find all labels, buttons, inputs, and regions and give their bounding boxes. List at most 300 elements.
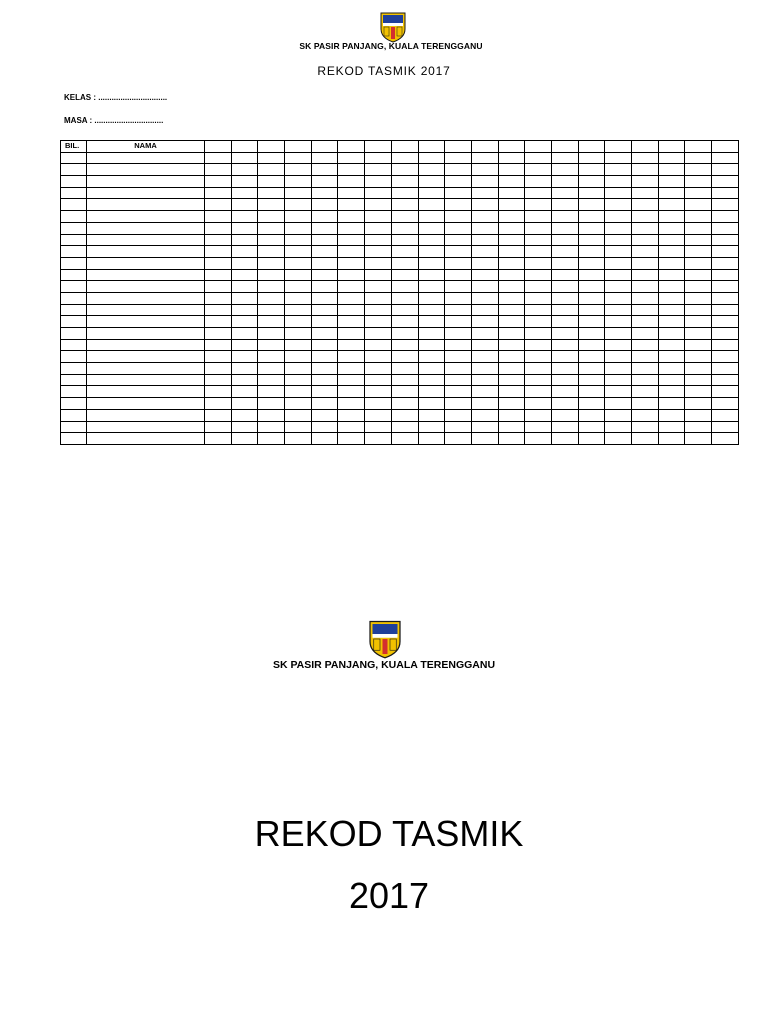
- table-cell[interactable]: [365, 374, 392, 386]
- table-cell[interactable]: [418, 386, 445, 398]
- table-cell[interactable]: [365, 304, 392, 316]
- table-cell[interactable]: [658, 211, 685, 223]
- table-cell[interactable]: [365, 328, 392, 340]
- table-cell[interactable]: [605, 433, 632, 445]
- table-cell[interactable]: [61, 187, 87, 199]
- table-cell[interactable]: [231, 351, 258, 363]
- table-cell[interactable]: [258, 328, 285, 340]
- table-cell[interactable]: [205, 292, 232, 304]
- table-cell[interactable]: [205, 187, 232, 199]
- table-cell[interactable]: [338, 269, 365, 281]
- table-cell[interactable]: [578, 152, 605, 164]
- table-cell[interactable]: [231, 409, 258, 421]
- table-cell[interactable]: [87, 281, 205, 293]
- table-cell[interactable]: [445, 211, 472, 223]
- table-cell[interactable]: [365, 234, 392, 246]
- table-cell[interactable]: [498, 246, 525, 258]
- table-cell[interactable]: [632, 164, 659, 176]
- table-cell[interactable]: [338, 421, 365, 433]
- table-cell[interactable]: [578, 257, 605, 269]
- table-cell[interactable]: [471, 187, 498, 199]
- table-cell[interactable]: [231, 363, 258, 375]
- table-cell[interactable]: [311, 234, 338, 246]
- table-cell[interactable]: [258, 281, 285, 293]
- table-cell[interactable]: [87, 386, 205, 398]
- table-cell[interactable]: [471, 199, 498, 211]
- table-cell[interactable]: [311, 304, 338, 316]
- table-cell[interactable]: [632, 339, 659, 351]
- table-cell[interactable]: [632, 421, 659, 433]
- table-cell[interactable]: [685, 409, 712, 421]
- table-cell[interactable]: [285, 339, 312, 351]
- table-cell[interactable]: [525, 374, 552, 386]
- table-cell[interactable]: [61, 211, 87, 223]
- table-cell[interactable]: [632, 257, 659, 269]
- table-cell[interactable]: [311, 152, 338, 164]
- table-cell[interactable]: [205, 211, 232, 223]
- table-cell[interactable]: [258, 409, 285, 421]
- table-cell[interactable]: [87, 187, 205, 199]
- table-cell[interactable]: [445, 339, 472, 351]
- table-cell[interactable]: [285, 176, 312, 188]
- table-cell[interactable]: [578, 316, 605, 328]
- table-cell[interactable]: [471, 246, 498, 258]
- table-cell[interactable]: [685, 211, 712, 223]
- table-cell[interactable]: [61, 176, 87, 188]
- table-cell[interactable]: [658, 351, 685, 363]
- table-cell[interactable]: [338, 304, 365, 316]
- table-cell[interactable]: [418, 363, 445, 375]
- table-cell[interactable]: [578, 374, 605, 386]
- table-cell[interactable]: [632, 246, 659, 258]
- table-cell[interactable]: [365, 187, 392, 199]
- table-cell[interactable]: [445, 269, 472, 281]
- table-cell[interactable]: [712, 433, 739, 445]
- table-cell[interactable]: [605, 339, 632, 351]
- table-cell[interactable]: [391, 234, 418, 246]
- table-cell[interactable]: [365, 421, 392, 433]
- table-cell[interactable]: [61, 222, 87, 234]
- table-cell[interactable]: [365, 211, 392, 223]
- table-cell[interactable]: [498, 269, 525, 281]
- table-cell[interactable]: [61, 292, 87, 304]
- table-cell[interactable]: [285, 269, 312, 281]
- table-cell[interactable]: [258, 398, 285, 410]
- table-cell[interactable]: [258, 374, 285, 386]
- table-cell[interactable]: [632, 187, 659, 199]
- table-cell[interactable]: [311, 409, 338, 421]
- table-cell[interactable]: [205, 304, 232, 316]
- table-cell[interactable]: [685, 398, 712, 410]
- table-cell[interactable]: [471, 176, 498, 188]
- table-cell[interactable]: [471, 222, 498, 234]
- table-cell[interactable]: [338, 363, 365, 375]
- table-cell[interactable]: [391, 363, 418, 375]
- table-cell[interactable]: [311, 269, 338, 281]
- table-cell[interactable]: [365, 292, 392, 304]
- table-cell[interactable]: [525, 269, 552, 281]
- table-cell[interactable]: [311, 351, 338, 363]
- table-cell[interactable]: [578, 398, 605, 410]
- table-cell[interactable]: [658, 281, 685, 293]
- table-cell[interactable]: [87, 433, 205, 445]
- table-cell[interactable]: [605, 386, 632, 398]
- table-cell[interactable]: [61, 339, 87, 351]
- table-cell[interactable]: [418, 374, 445, 386]
- table-cell[interactable]: [205, 164, 232, 176]
- table-cell[interactable]: [658, 409, 685, 421]
- table-cell[interactable]: [445, 398, 472, 410]
- table-cell[interactable]: [525, 222, 552, 234]
- table-cell[interactable]: [231, 222, 258, 234]
- table-cell[interactable]: [551, 246, 578, 258]
- table-cell[interactable]: [205, 246, 232, 258]
- table-cell[interactable]: [578, 363, 605, 375]
- table-cell[interactable]: [338, 409, 365, 421]
- table-cell[interactable]: [418, 409, 445, 421]
- table-cell[interactable]: [61, 246, 87, 258]
- table-cell[interactable]: [285, 316, 312, 328]
- table-cell[interactable]: [391, 269, 418, 281]
- table-cell[interactable]: [471, 398, 498, 410]
- table-cell[interactable]: [471, 374, 498, 386]
- table-cell[interactable]: [338, 398, 365, 410]
- table-cell[interactable]: [525, 304, 552, 316]
- table-cell[interactable]: [445, 187, 472, 199]
- table-cell[interactable]: [258, 257, 285, 269]
- table-cell[interactable]: [205, 328, 232, 340]
- table-cell[interactable]: [258, 199, 285, 211]
- table-cell[interactable]: [632, 222, 659, 234]
- table-cell[interactable]: [338, 187, 365, 199]
- table-cell[interactable]: [685, 222, 712, 234]
- table-cell[interactable]: [285, 222, 312, 234]
- table-cell[interactable]: [391, 409, 418, 421]
- table-cell[interactable]: [61, 304, 87, 316]
- table-cell[interactable]: [87, 292, 205, 304]
- table-cell[interactable]: [658, 398, 685, 410]
- table-cell[interactable]: [231, 421, 258, 433]
- table-cell[interactable]: [205, 269, 232, 281]
- table-cell[interactable]: [61, 199, 87, 211]
- table-cell[interactable]: [498, 363, 525, 375]
- table-cell[interactable]: [61, 269, 87, 281]
- table-cell[interactable]: [685, 328, 712, 340]
- table-cell[interactable]: [205, 363, 232, 375]
- table-cell[interactable]: [311, 316, 338, 328]
- table-cell[interactable]: [338, 281, 365, 293]
- table-cell[interactable]: [365, 281, 392, 293]
- table-cell[interactable]: [551, 421, 578, 433]
- table-cell[interactable]: [365, 246, 392, 258]
- table-cell[interactable]: [498, 351, 525, 363]
- table-cell[interactable]: [205, 409, 232, 421]
- table-cell[interactable]: [258, 292, 285, 304]
- table-cell[interactable]: [685, 304, 712, 316]
- table-cell[interactable]: [87, 211, 205, 223]
- table-cell[interactable]: [338, 351, 365, 363]
- table-cell[interactable]: [471, 304, 498, 316]
- table-cell[interactable]: [685, 363, 712, 375]
- table-cell[interactable]: [578, 409, 605, 421]
- table-cell[interactable]: [658, 176, 685, 188]
- table-cell[interactable]: [311, 328, 338, 340]
- table-cell[interactable]: [338, 211, 365, 223]
- table-cell[interactable]: [311, 281, 338, 293]
- table-cell[interactable]: [365, 152, 392, 164]
- table-cell[interactable]: [365, 257, 392, 269]
- table-cell[interactable]: [658, 246, 685, 258]
- table-cell[interactable]: [61, 281, 87, 293]
- table-cell[interactable]: [258, 269, 285, 281]
- table-cell[interactable]: [471, 281, 498, 293]
- table-cell[interactable]: [578, 246, 605, 258]
- table-cell[interactable]: [205, 316, 232, 328]
- table-cell[interactable]: [87, 398, 205, 410]
- table-cell[interactable]: [285, 386, 312, 398]
- table-cell[interactable]: [498, 339, 525, 351]
- table-cell[interactable]: [338, 433, 365, 445]
- table-cell[interactable]: [205, 281, 232, 293]
- table-cell[interactable]: [87, 269, 205, 281]
- table-cell[interactable]: [418, 292, 445, 304]
- table-cell[interactable]: [445, 351, 472, 363]
- table-cell[interactable]: [498, 152, 525, 164]
- table-cell[interactable]: [391, 386, 418, 398]
- table-cell[interactable]: [525, 363, 552, 375]
- table-cell[interactable]: [445, 304, 472, 316]
- table-cell[interactable]: [87, 374, 205, 386]
- table-cell[interactable]: [498, 199, 525, 211]
- table-cell[interactable]: [391, 222, 418, 234]
- table-cell[interactable]: [205, 433, 232, 445]
- table-cell[interactable]: [365, 164, 392, 176]
- table-cell[interactable]: [685, 339, 712, 351]
- table-cell[interactable]: [258, 234, 285, 246]
- table-cell[interactable]: [61, 386, 87, 398]
- table-cell[interactable]: [285, 433, 312, 445]
- table-cell[interactable]: [205, 152, 232, 164]
- table-cell[interactable]: [525, 386, 552, 398]
- table-cell[interactable]: [525, 292, 552, 304]
- table-cell[interactable]: [685, 374, 712, 386]
- table-cell[interactable]: [231, 374, 258, 386]
- table-cell[interactable]: [525, 398, 552, 410]
- table-cell[interactable]: [231, 269, 258, 281]
- table-cell[interactable]: [525, 234, 552, 246]
- table-cell[interactable]: [391, 257, 418, 269]
- table-cell[interactable]: [87, 304, 205, 316]
- table-cell[interactable]: [525, 199, 552, 211]
- table-cell[interactable]: [471, 211, 498, 223]
- table-cell[interactable]: [285, 257, 312, 269]
- table-cell[interactable]: [338, 164, 365, 176]
- table-cell[interactable]: [231, 246, 258, 258]
- table-cell[interactable]: [418, 398, 445, 410]
- table-cell[interactable]: [551, 409, 578, 421]
- table-cell[interactable]: [471, 257, 498, 269]
- table-cell[interactable]: [685, 246, 712, 258]
- table-cell[interactable]: [391, 211, 418, 223]
- table-cell[interactable]: [311, 433, 338, 445]
- table-cell[interactable]: [445, 421, 472, 433]
- table-cell[interactable]: [231, 164, 258, 176]
- table-cell[interactable]: [658, 187, 685, 199]
- table-cell[interactable]: [87, 316, 205, 328]
- table-cell[interactable]: [205, 222, 232, 234]
- table-cell[interactable]: [685, 257, 712, 269]
- table-cell[interactable]: [605, 328, 632, 340]
- table-cell[interactable]: [471, 292, 498, 304]
- table-cell[interactable]: [311, 164, 338, 176]
- table-cell[interactable]: [605, 374, 632, 386]
- table-cell[interactable]: [632, 374, 659, 386]
- table-cell[interactable]: [61, 374, 87, 386]
- table-cell[interactable]: [87, 234, 205, 246]
- table-cell[interactable]: [391, 281, 418, 293]
- table-cell[interactable]: [258, 164, 285, 176]
- table-cell[interactable]: [61, 164, 87, 176]
- table-cell[interactable]: [365, 398, 392, 410]
- table-cell[interactable]: [578, 304, 605, 316]
- table-cell[interactable]: [605, 363, 632, 375]
- table-cell[interactable]: [471, 386, 498, 398]
- table-cell[interactable]: [658, 257, 685, 269]
- table-cell[interactable]: [205, 339, 232, 351]
- table-cell[interactable]: [87, 363, 205, 375]
- table-cell[interactable]: [87, 421, 205, 433]
- table-cell[interactable]: [471, 269, 498, 281]
- table-cell[interactable]: [445, 199, 472, 211]
- table-cell[interactable]: [311, 421, 338, 433]
- table-cell[interactable]: [311, 176, 338, 188]
- table-cell[interactable]: [605, 246, 632, 258]
- table-cell[interactable]: [605, 421, 632, 433]
- table-cell[interactable]: [61, 351, 87, 363]
- table-cell[interactable]: [418, 164, 445, 176]
- table-cell[interactable]: [498, 187, 525, 199]
- table-cell[interactable]: [551, 304, 578, 316]
- table-cell[interactable]: [525, 351, 552, 363]
- table-cell[interactable]: [471, 363, 498, 375]
- table-cell[interactable]: [578, 269, 605, 281]
- table-cell[interactable]: [525, 433, 552, 445]
- table-cell[interactable]: [418, 304, 445, 316]
- table-cell[interactable]: [551, 164, 578, 176]
- table-cell[interactable]: [285, 281, 312, 293]
- table-cell[interactable]: [658, 164, 685, 176]
- table-cell[interactable]: [605, 199, 632, 211]
- table-cell[interactable]: [445, 176, 472, 188]
- table-cell[interactable]: [338, 222, 365, 234]
- table-cell[interactable]: [285, 421, 312, 433]
- table-cell[interactable]: [311, 187, 338, 199]
- table-cell[interactable]: [418, 187, 445, 199]
- table-cell[interactable]: [551, 234, 578, 246]
- table-cell[interactable]: [338, 234, 365, 246]
- table-cell[interactable]: [685, 269, 712, 281]
- table-cell[interactable]: [551, 152, 578, 164]
- table-cell[interactable]: [498, 281, 525, 293]
- table-cell[interactable]: [712, 328, 739, 340]
- table-cell[interactable]: [685, 433, 712, 445]
- table-cell[interactable]: [658, 234, 685, 246]
- table-cell[interactable]: [605, 257, 632, 269]
- table-cell[interactable]: [231, 187, 258, 199]
- table-cell[interactable]: [391, 246, 418, 258]
- table-cell[interactable]: [231, 211, 258, 223]
- table-cell[interactable]: [87, 152, 205, 164]
- table-cell[interactable]: [471, 433, 498, 445]
- table-cell[interactable]: [87, 351, 205, 363]
- table-cell[interactable]: [498, 304, 525, 316]
- table-cell[interactable]: [632, 281, 659, 293]
- table-cell[interactable]: [658, 292, 685, 304]
- table-cell[interactable]: [658, 152, 685, 164]
- table-cell[interactable]: [61, 257, 87, 269]
- table-cell[interactable]: [418, 269, 445, 281]
- table-cell[interactable]: [205, 199, 232, 211]
- table-cell[interactable]: [632, 269, 659, 281]
- table-cell[interactable]: [712, 246, 739, 258]
- table-cell[interactable]: [391, 176, 418, 188]
- table-cell[interactable]: [285, 292, 312, 304]
- table-cell[interactable]: [365, 269, 392, 281]
- table-cell[interactable]: [418, 421, 445, 433]
- table-cell[interactable]: [712, 363, 739, 375]
- table-cell[interactable]: [285, 374, 312, 386]
- table-cell[interactable]: [551, 328, 578, 340]
- table-cell[interactable]: [658, 269, 685, 281]
- table-cell[interactable]: [231, 328, 258, 340]
- table-cell[interactable]: [285, 246, 312, 258]
- table-cell[interactable]: [605, 164, 632, 176]
- table-cell[interactable]: [338, 386, 365, 398]
- table-cell[interactable]: [525, 257, 552, 269]
- table-cell[interactable]: [605, 281, 632, 293]
- table-cell[interactable]: [551, 433, 578, 445]
- table-cell[interactable]: [658, 339, 685, 351]
- table-cell[interactable]: [418, 176, 445, 188]
- table-cell[interactable]: [712, 351, 739, 363]
- table-cell[interactable]: [658, 222, 685, 234]
- table-cell[interactable]: [445, 234, 472, 246]
- table-cell[interactable]: [285, 152, 312, 164]
- table-cell[interactable]: [61, 234, 87, 246]
- table-cell[interactable]: [365, 222, 392, 234]
- table-cell[interactable]: [258, 351, 285, 363]
- table-cell[interactable]: [525, 316, 552, 328]
- table-cell[interactable]: [418, 211, 445, 223]
- table-cell[interactable]: [712, 281, 739, 293]
- table-cell[interactable]: [578, 351, 605, 363]
- table-cell[interactable]: [578, 292, 605, 304]
- table-cell[interactable]: [311, 386, 338, 398]
- table-cell[interactable]: [87, 164, 205, 176]
- table-cell[interactable]: [525, 409, 552, 421]
- table-cell[interactable]: [205, 374, 232, 386]
- table-cell[interactable]: [391, 374, 418, 386]
- table-cell[interactable]: [391, 328, 418, 340]
- table-cell[interactable]: [525, 176, 552, 188]
- table-cell[interactable]: [498, 316, 525, 328]
- table-cell[interactable]: [551, 269, 578, 281]
- table-cell[interactable]: [285, 409, 312, 421]
- table-cell[interactable]: [498, 398, 525, 410]
- table-cell[interactable]: [445, 246, 472, 258]
- table-cell[interactable]: [712, 222, 739, 234]
- table-cell[interactable]: [551, 316, 578, 328]
